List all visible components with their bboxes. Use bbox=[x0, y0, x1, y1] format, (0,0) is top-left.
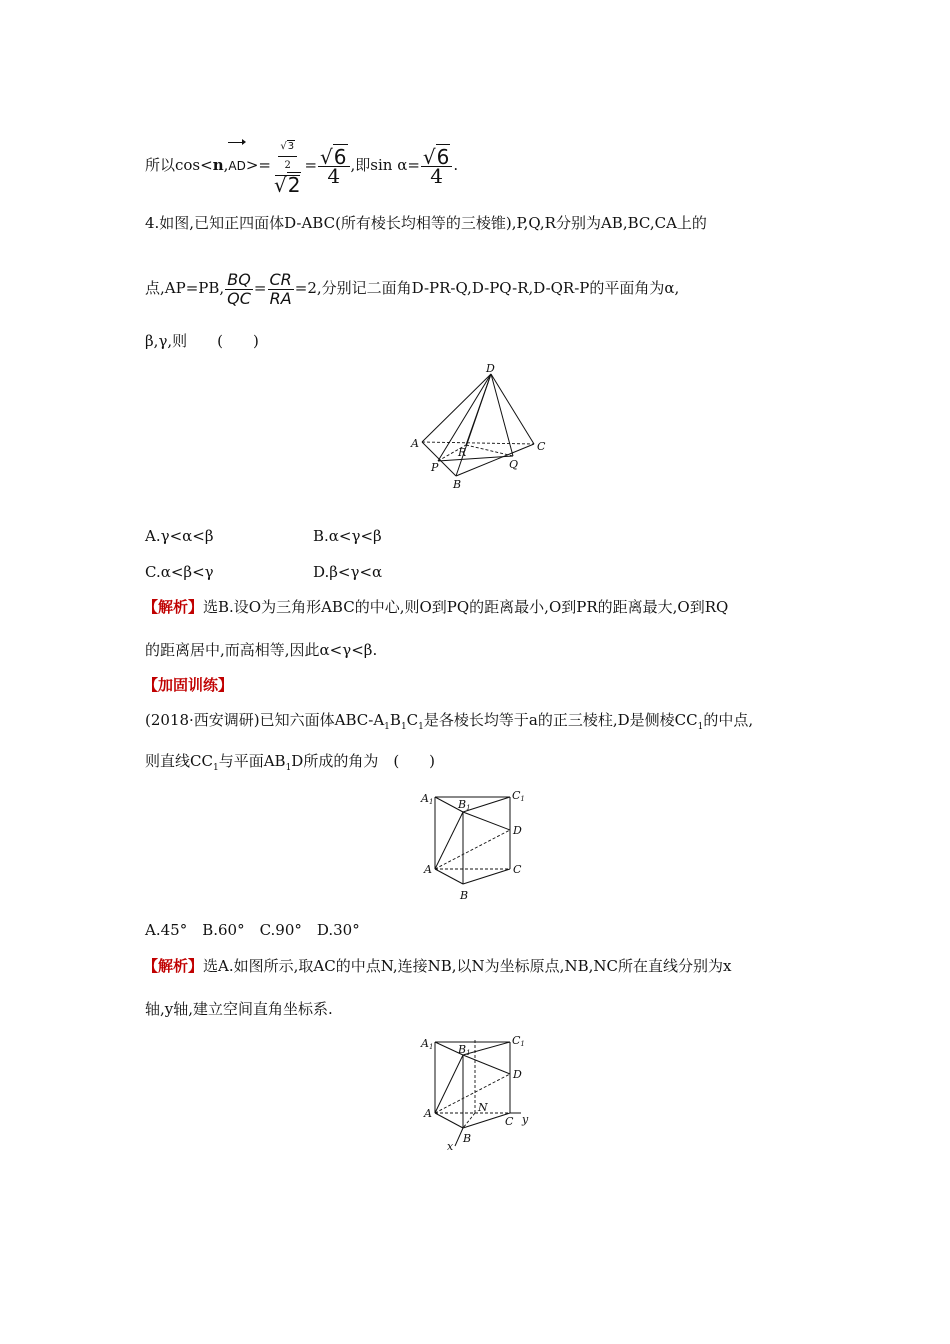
q4-text2b: =2,分别记二面角D-PR-Q,D-PQ-R,D-QR-P的平面角为α, bbox=[294, 279, 680, 297]
option-c: C.α<β<γ bbox=[145, 563, 214, 581]
four: 4 bbox=[327, 163, 341, 188]
label-n: N bbox=[478, 1101, 488, 1114]
fraction-sqrt6-4 bbox=[318, 144, 349, 188]
sub-1d: 1 bbox=[697, 722, 704, 732]
fraction-cos bbox=[272, 138, 303, 197]
sub-1c: 1 bbox=[418, 722, 424, 732]
equals: = bbox=[304, 156, 318, 174]
reinforce-q-line2 bbox=[145, 751, 435, 778]
option-a: A.γ<α<β bbox=[145, 527, 214, 545]
reinforce-solution-line2: 轴,y轴,建立空间直角坐标系. bbox=[145, 1000, 333, 1018]
bq: BQ bbox=[227, 269, 251, 289]
fraction-bq-qc bbox=[225, 271, 253, 308]
rq2-text-b: 与平面AB bbox=[218, 752, 286, 770]
reinforce-solution-line1 bbox=[143, 956, 731, 976]
q4-text2a: 点,AP=PB, bbox=[145, 279, 225, 297]
sqrt-three: √3 bbox=[278, 138, 297, 157]
rq2-text-a: 则直线CC bbox=[145, 752, 213, 770]
ra: RA bbox=[269, 288, 292, 308]
rq-text-a: (2018·西安调研)已知六面体ABC-A bbox=[145, 711, 385, 729]
reinforce-options: A.45° B.60° C.90° D.30° bbox=[145, 921, 360, 939]
q4-line3: β,γ,则 ( ) bbox=[145, 332, 259, 350]
frac-num bbox=[275, 138, 300, 176]
label-d: D bbox=[513, 824, 522, 837]
gt-eq: >= bbox=[245, 156, 271, 174]
label-b-b: B bbox=[463, 1132, 472, 1145]
reinforce-q-line1 bbox=[145, 710, 753, 737]
solution-tag: 【解析】 bbox=[143, 598, 204, 616]
sub-1e: 1 bbox=[212, 763, 219, 773]
label-b1: B1 bbox=[458, 798, 471, 812]
sub-1b: 1 bbox=[400, 722, 407, 732]
label-b1-b: B1 bbox=[458, 1043, 471, 1057]
label-x: x bbox=[447, 1140, 454, 1153]
label-a1-b: A1 bbox=[421, 1037, 434, 1051]
sqrt-two: √2 bbox=[273, 173, 301, 197]
label-d-b: D bbox=[513, 1068, 522, 1081]
prism-axes-figure bbox=[418, 1034, 543, 1155]
fraction-cr-ra bbox=[268, 271, 294, 308]
rq-text-c: C bbox=[406, 711, 419, 729]
q4-solution-line1 bbox=[143, 597, 728, 617]
label-c-b: C bbox=[505, 1115, 514, 1128]
text-prefix: 所以cos< bbox=[145, 156, 213, 174]
label-b: B bbox=[453, 478, 462, 491]
label-y: y bbox=[522, 1113, 529, 1126]
label-a: A bbox=[411, 437, 419, 450]
sqrt-six: √6 bbox=[318, 148, 349, 167]
two: 2 bbox=[284, 160, 291, 171]
solution-tag-2: 【解析】 bbox=[143, 957, 204, 975]
rq-text-b: B bbox=[389, 711, 401, 729]
q4-solution-line2: 的距离居中,而高相等,因此α<γ<β. bbox=[145, 641, 378, 659]
prism-figure bbox=[418, 785, 538, 905]
label-c: C bbox=[513, 863, 522, 876]
reinforce-title: 【加固训练】 bbox=[143, 676, 234, 694]
four-b: 4 bbox=[430, 163, 444, 188]
solution-text1: 选B.设O为三角形ABC的中心,则O到PQ的距离最小,O到PR的距离最大,O到RQ bbox=[203, 598, 729, 616]
q4-line2 bbox=[145, 268, 679, 308]
label-a-b: A bbox=[424, 1107, 432, 1120]
text-mid: ,即sin α= bbox=[350, 156, 420, 174]
label-c: C bbox=[537, 440, 546, 453]
label-q: Q bbox=[509, 458, 519, 471]
sqrt-six-b: √6 bbox=[421, 148, 452, 167]
period: . bbox=[453, 156, 459, 174]
cr: CR bbox=[269, 269, 292, 289]
rq-text-e: 的中点, bbox=[703, 711, 754, 729]
comma: , bbox=[223, 156, 229, 174]
label-d: D bbox=[486, 362, 495, 375]
tetrahedron-figure bbox=[400, 360, 560, 490]
label-a1: A1 bbox=[421, 792, 434, 806]
label-c1: C1 bbox=[512, 789, 525, 803]
eq: = bbox=[253, 279, 267, 297]
label-r: R bbox=[458, 446, 467, 459]
rq2-text-c: D所成的角为 ( ) bbox=[291, 752, 436, 770]
vector-n: n bbox=[212, 156, 224, 174]
option-d: D.β<γ<α bbox=[313, 563, 383, 581]
sub-1: 1 bbox=[384, 722, 390, 732]
cos-formula-line bbox=[145, 138, 459, 197]
q4-line1: 4.如图,已知正四面体D-ABC(所有棱长均相等的三棱锥),P,Q,R分别为AB,BC,CA上的 bbox=[145, 214, 707, 232]
sub-1f: 1 bbox=[285, 763, 292, 773]
fraction-sqrt6-4-b bbox=[421, 144, 452, 188]
label-a: A bbox=[424, 863, 432, 876]
label-p: P bbox=[431, 461, 439, 474]
qc: QC bbox=[227, 288, 251, 308]
vector-ad: AD bbox=[228, 144, 245, 188]
label-b: B bbox=[460, 889, 469, 902]
rq-text-d: 是各棱长均等于a的正三棱柱,D是侧棱CC bbox=[423, 711, 698, 729]
option-b: B.α<γ<β bbox=[313, 527, 382, 545]
label-c1-b: C1 bbox=[512, 1034, 525, 1048]
solution2-text1: 选A.如图所示,取AC的中点N,连接NB,以N为坐标原点,NB,NC所在直线分别为x bbox=[203, 957, 732, 975]
